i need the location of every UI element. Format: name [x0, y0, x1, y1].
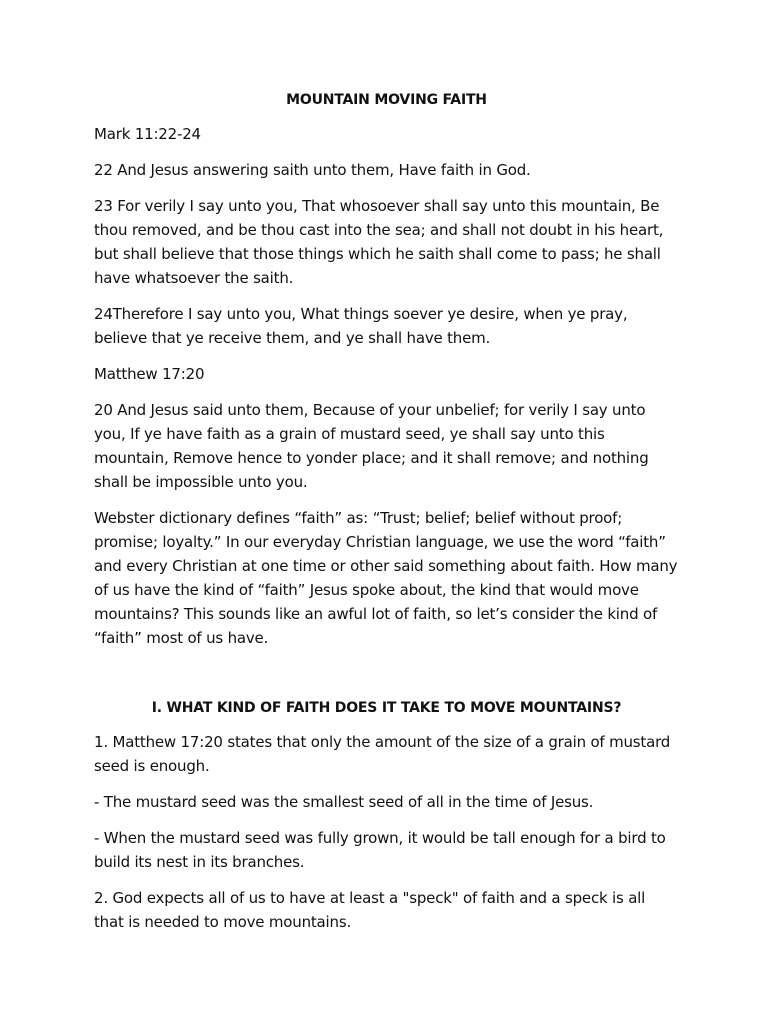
document-title: MOUNTAIN MOVING FAITH — [286, 92, 487, 108]
verse-mark-23: 23 For verily I say unto you, That whosoever shall say unto this mountain, Be thou removed, and be thou cast into the sea; and shall not doubt in his heart, but shall believe that those things which he saith shall come to pass; he shall have whatsoever the saith. — [94, 197, 664, 287]
verse-mark-24: 24Therefore I say unto you, What things soever ye desire, when ye pray, believe that ye receive them, and ye shall have them. — [94, 305, 628, 347]
point-1-subpoint-2: - When the mustard seed was fully grown, it would be tall enough for a bird to build its nest in its branches. — [94, 829, 666, 871]
section-heading-1: I. WHAT KIND OF FAITH DOES IT TAKE TO MOVE MOUNTAINS? — [151, 700, 622, 716]
scripture-reference-mark: Mark 11:22-24 — [94, 125, 201, 143]
verse-matthew-20: 20 And Jesus said unto them, Because of your unbelief; for verily I say unto you, If ye have faith as a grain of mustard seed, ye shall say unto this mountain, Remove hence to yonder place; and it shall remove; and nothing shall be impossible unto you. — [94, 401, 649, 491]
verse-mark-22: 22 And Jesus answering saith unto them, Have faith in God. — [94, 161, 531, 179]
webster-definition-paragraph: Webster dictionary defines “faith” as: “Trust; belief; belief without proof; promise; loyalty.” In our everyday Christian language, we use the word “faith” and every Christian at one time or other said something about faith. How many of us have the kind of “faith” Jesus spoke about, the kind that would move mountains? This sounds like an awful lot of faith, so let’s consider the kind of “faith” most of us have. — [94, 509, 678, 647]
point-2: 2. God expects all of us to have at least a "speck" of faith and a speck is all that is needed to move mountains. — [94, 889, 646, 931]
point-1-subpoint-1: - The mustard seed was the smallest seed of all in the time of Jesus. — [94, 793, 594, 811]
document-page — [94, 88, 679, 946]
scripture-reference-matthew: Matthew 17:20 — [94, 365, 205, 383]
point-1: 1. Matthew 17:20 states that only the amount of the size of a grain of mustard seed is enough. — [94, 733, 671, 775]
